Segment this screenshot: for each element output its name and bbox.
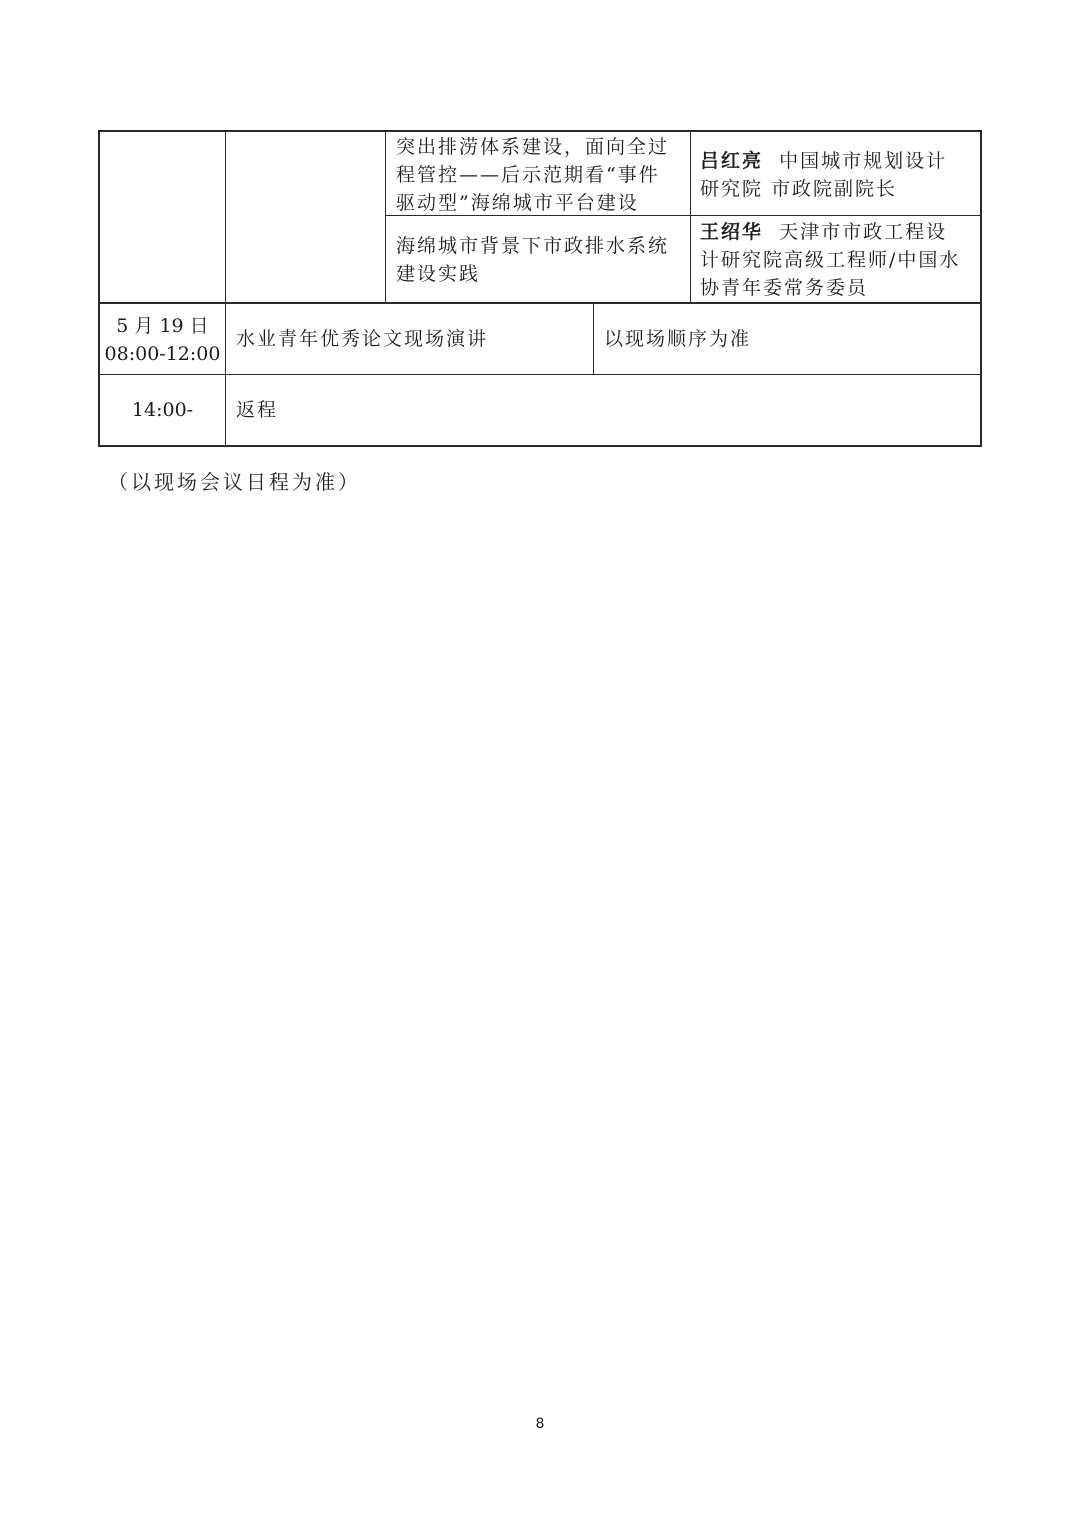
event-cell-row2: 水业青年优秀论文现场演讲 xyxy=(236,328,489,350)
speaker-b-title-line-2: 计研究院高级工程师/中国水 xyxy=(700,249,961,271)
table-divider-row2 xyxy=(98,302,982,304)
row2-time: 08:00-12:00 xyxy=(104,343,221,365)
table-border-bottom xyxy=(98,445,982,447)
table-col-divider-row2 xyxy=(593,302,594,375)
speaker-b-title-line-1: 天津市市政工程设 xyxy=(779,221,948,243)
table-divider-row3 xyxy=(98,374,982,375)
schedule-note: （以现场会议日程为准） xyxy=(108,470,361,494)
speaker-b-name: 王绍华 xyxy=(700,221,764,243)
topic-cell-a xyxy=(396,133,686,217)
topic-a-line-1: 突出排涝体系建设，面向全过 xyxy=(396,136,670,158)
event-cell-row3: 返程 xyxy=(236,399,279,421)
topic-cell-b xyxy=(396,232,686,288)
speaker-a-name: 吕红亮 xyxy=(700,150,764,172)
time-cell-row3: 14:00- xyxy=(131,399,194,421)
topic-b-line-1: 海绵城市背景下市政排水系统 xyxy=(396,235,670,257)
speaker-cell-a xyxy=(700,147,980,203)
row2-date: 5 月 19 日 xyxy=(116,315,209,337)
table-border-right xyxy=(980,130,982,447)
topic-a-line-2: 程管控——后示范期看“事件 xyxy=(396,164,660,186)
table-col-divider-3 xyxy=(690,130,691,304)
speaker-a-title-line-1: 中国城市规划设计 xyxy=(779,150,948,172)
page-number: 8 xyxy=(535,1416,545,1432)
speaker-cell-b xyxy=(700,218,980,302)
date-cell-row2 xyxy=(100,312,225,368)
speaker-a-title-line-2: 研究院 市政院副院长 xyxy=(700,178,898,200)
table-col-divider-2 xyxy=(385,130,386,304)
topic-a-line-3: 驱动型”海绵城市平台建设 xyxy=(396,192,639,214)
topic-b-line-2: 建设实践 xyxy=(396,263,481,285)
table-border-top xyxy=(98,130,982,132)
speaker-cell-row2: 以现场顺序为准 xyxy=(604,328,752,350)
speaker-b-title-line-3: 协青年委常务委员 xyxy=(700,277,869,299)
table-col-divider-1 xyxy=(225,130,226,447)
